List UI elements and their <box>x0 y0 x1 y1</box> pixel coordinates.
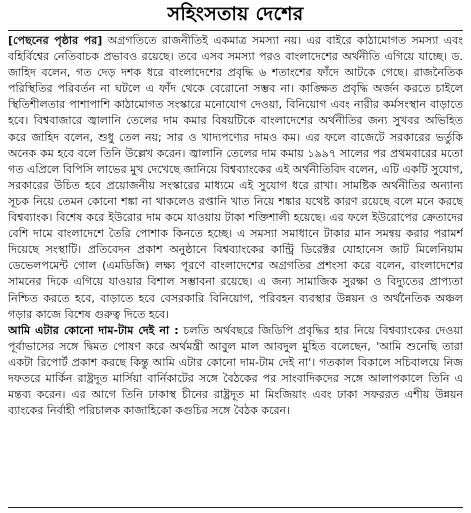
bottom-divider <box>8 507 463 508</box>
subheading: আমি এটার কোনো দাম-টাম দেই না : <box>8 323 179 337</box>
continued-label: [পেছনের পৃষ্ঠার পর] <box>8 34 103 47</box>
article-body <box>8 33 463 505</box>
paragraph-quote <box>8 323 463 420</box>
paragraph-main-text: অগ্রগতিতে রাজনীতিই একমাত্র সমস্যা নয়। এর বাইরে কাঠামোগত সমস্যা এবং বহির্বিশ্বের নেতিবাচক প্রভাবও রয়েছে। তবে এসব সমস্যা পরও বাংলাদেশের অর্থনীতি এগিয়ে যাচ্ছে। ড. জাহিদ বলেন, গত দেড় দশক ধরে বাংলাদেশের প্রবৃদ্ধি ৬ শতাংশের ফাঁদে আটকে গেছে। রাজনৈতিক পরিস্থিতির পরিবর্তন না ঘটলে এ ফাঁদ থেকে বেরোনো সম্ভব না। কাঙ্ক্ষিত প্রবৃদ্ধি অর্জন করতে চাইলে স্থিতিশীলতার পাশাপাশি কাঠামোগত সংস্কারে মনোযোগ দেওয়া, বিনিয়োগ এবং নারীর কর্মসংস্থান বাড়াতে হবে। বিশ্ববাজারে জ্বালানি তেলের দাম কমার বিষয়টিকে বাংলাদেশের অর্থনীতির জন্য সুখবর অভিহিত করে জাহিদ বলেন, শুধু তেল নয়; সার ও খাদ্যপণ্যের দামও কম। এর ফলে বাজেটে সরকারের ভর্তুকি অনেক কম হবে বলে তিনি উল্লেখ করেন। জ্বালানি তেলের দাম কমায় ১৯৯৭ সালের পর প্রথমবারের মতো গত এপ্রিলে বিপিসি লাভের মুখ দেখেছে জানিয়ে বিশ্বব্যাংকের এই অর্থনীতিবিদ বলেন, এটি একটি সুযোগ, সরকারের উচিত হবে প্রয়োজনীয় সংস্কারের মাধ্যমে এই সুযোগ ধরে রাখা। সামষ্টিক অর্থনীতির অন্যান্য সূচক নিয়ে তেমন কোনো শঙ্কা না থাকলেও রপ্তানি খাত নিয়ে শঙ্কার যথেষ্ট কারণ রয়েছে বলে মনে করছে বিশ্বব্যাংক। বিশেষ করে ইউরোর দাম কমে যাওয়ায় টাকা শক্তিশালী হয়েছে। এর ফলে ইউরোপের ক্রেতাদের বেশি দামে বাংলাদেশে তৈরি পোশাক কিনতে হচ্ছে। এ সমস্যা সমাধানে টাকার মান সমন্বয় করার পরামর্শ দিয়েছে সংস্থাটি। প্রতিবেদন প্রকাশ অনুষ্ঠানে বিশ্বব্যাংকের কান্ট্রি ডিরেক্টর যোহানেস জাট মিলেনিয়াম ডেভেলপমেন্ট গোল (এমডিজি) লক্ষ্য পূরণে বাংলাদেশের অগ্রগতির প্রশংসা করে বলেন, বাংলাদেশের সামনের দিকে এগিয়ে যাওয়ার বিশাল সম্ভাবনা রয়েছে। এ জন্য সামাজিক সুরক্ষা ও বিদ্যুতের প্রাপ্যতা নিশ্চিত করতে হবে, বাড়াতে হবে বেসরকারি বিনিয়োগ, পরিবহন ব্যবস্থার উন্নয়ন ও অর্থনৈতিক অঞ্চল গড়ার কাজে বিশেষ গুরুত্ব দিতে হবে। <box>8 34 463 321</box>
top-divider <box>8 30 463 31</box>
headline: সহিংসতায় দেশের <box>167 3 304 25</box>
paragraph-quote-text: চলতি অর্থবছরে জিডিপি প্রবৃদ্ধির হার নিয়ে বিশ্বব্যাংকের দেওয়া পূর্বাভাসের সঙ্গে দ্বিমত পোষণ করে অর্থমন্ত্রী আবুল মাল আবদুল মুহিত বলেছেন, 'আমি শুনেছি তারা একটা রিপোর্ট প্রকাশ করছে কিন্তু আমি এটার কোনো দাম-টাম দেই না'। গতকাল বিকালে সচিবালয়ে নিজ দফতরে মার্কিন রাষ্ট্রদূত মার্সিয়া বার্নিকাটের সঙ্গে বৈঠকের পর সাংবাদিকদের সঙ্গে আলাপকালে তিনি এ মন্তব্য করেন। এর আগে তিনি ঢাকাস্থ চীনের রাষ্ট্রদূত মা মিংজিয়াং এবং ঢাকা সফররত এশীয় উন্নয়ন ব্যাংকের নির্বাহী পরিচালক কাজাহিকো কগুচির সঙ্গে বৈঠক করেন। <box>8 323 463 418</box>
paragraph-main <box>8 33 463 323</box>
